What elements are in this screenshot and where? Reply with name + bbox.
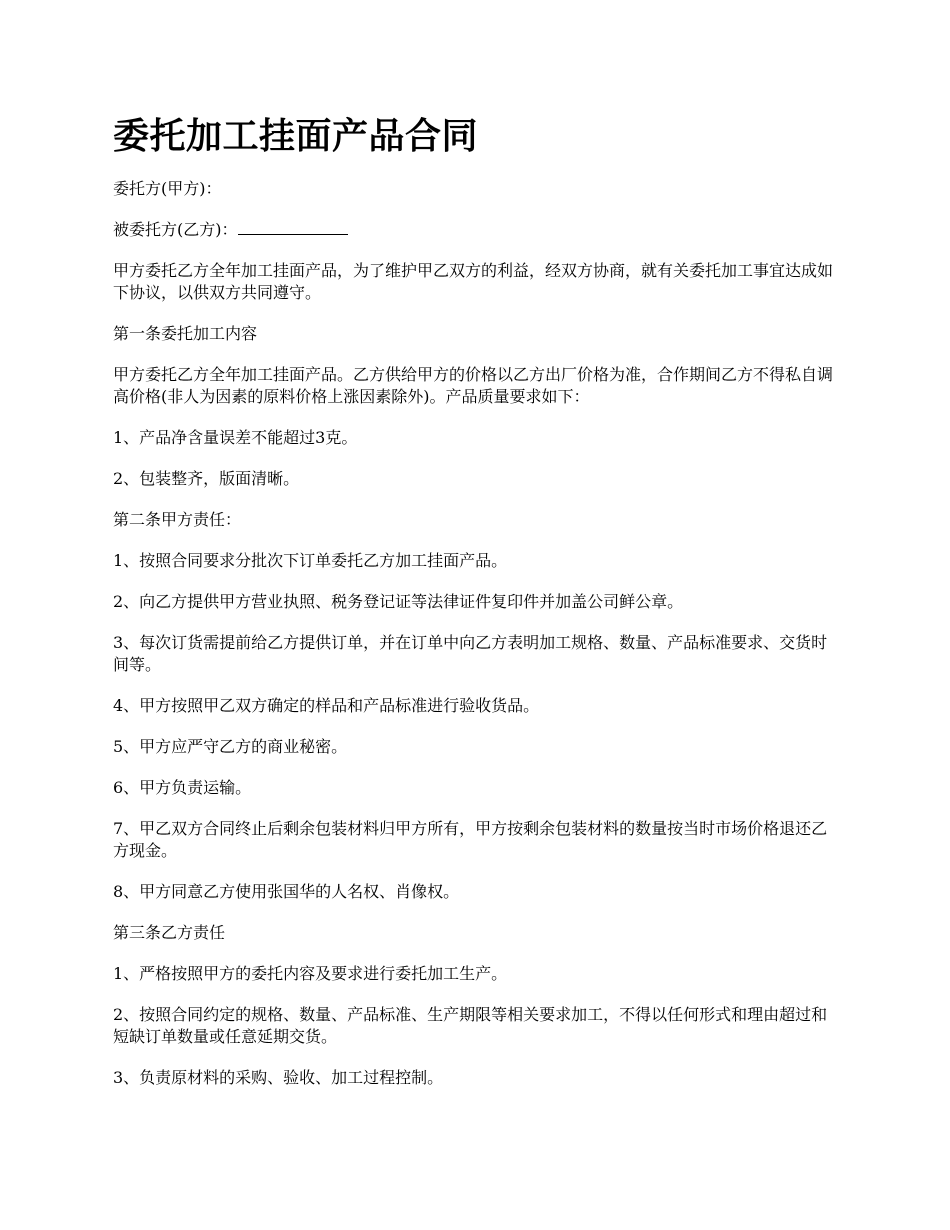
party-b-blank — [238, 220, 348, 235]
article-2-item: 8、甲方同意乙方使用张国华的人名权、肖像权。 — [113, 882, 460, 901]
article-1-item: 1、产品净含量误差不能超过3克。 — [113, 428, 358, 447]
article-2-item: 2、向乙方提供甲方营业执照、税务登记证等法律证件复印件并加盖公司鲜公章。 — [113, 592, 684, 611]
document-page — [113, 112, 843, 1108]
article-2-item: 1、按照合同要求分批次下订单委托乙方加工挂面产品。 — [113, 551, 508, 570]
article-3-item: 1、严格按照甲方的委托内容及要求进行委托加工生产。 — [113, 964, 508, 983]
article-3-item: 3、负责原材料的采购、验收、加工过程控制。 — [113, 1068, 444, 1087]
document-title: 委托加工挂面产品合同 — [113, 115, 479, 157]
article-3-item: 2、按照合同约定的规格、数量、产品标准、生产期限等相关要求加工，不得以任何形式和理由超过和短缺订单数量或任意延期交货。 — [113, 1005, 828, 1046]
article-2-item: 3、每次订货需提前给乙方提供订单，并在订单中向乙方表明加工规格、数量、产品标准要求、交货时间等。 — [113, 633, 828, 674]
article-2-heading: 第二条甲方责任： — [113, 510, 242, 529]
article-2-item: 7、甲乙双方合同终止后剩余包装材料归甲方所有，甲方按剩余包装材料的数量按当时市场价格退还乙方现金。 — [113, 819, 828, 860]
party-b-label: 被委托方(乙方)： — [113, 220, 238, 239]
article-1-heading: 第一条委托加工内容 — [113, 324, 258, 343]
article-1-item: 2、包装整齐，版面清晰。 — [113, 469, 300, 488]
article-2-item: 4、甲方按照甲乙双方确定的样品和产品标准进行验收货品。 — [113, 696, 540, 715]
article-3-heading: 第三条乙方责任 — [113, 923, 226, 942]
article-1-body: 甲方委托乙方全年加工挂面产品。乙方供给甲方的价格以乙方出厂价格为准，合作期间乙方不得私自调高价格(非人为因素的原料价格上涨因素除外)。产品质量要求如下： — [113, 365, 834, 406]
article-2-item: 6、甲方负责运输。 — [113, 778, 252, 797]
party-a-line: 委托方(甲方)： — [113, 179, 222, 198]
party-b-line — [113, 219, 843, 241]
article-2-item: 5、甲方应严守乙方的商业秘密。 — [113, 737, 348, 756]
preamble-paragraph: 甲方委托乙方全年加工挂面产品，为了维护甲乙双方的利益，经双方协商，就有关委托加工事宜达成如下协议，以供双方共同遵守。 — [113, 261, 834, 302]
